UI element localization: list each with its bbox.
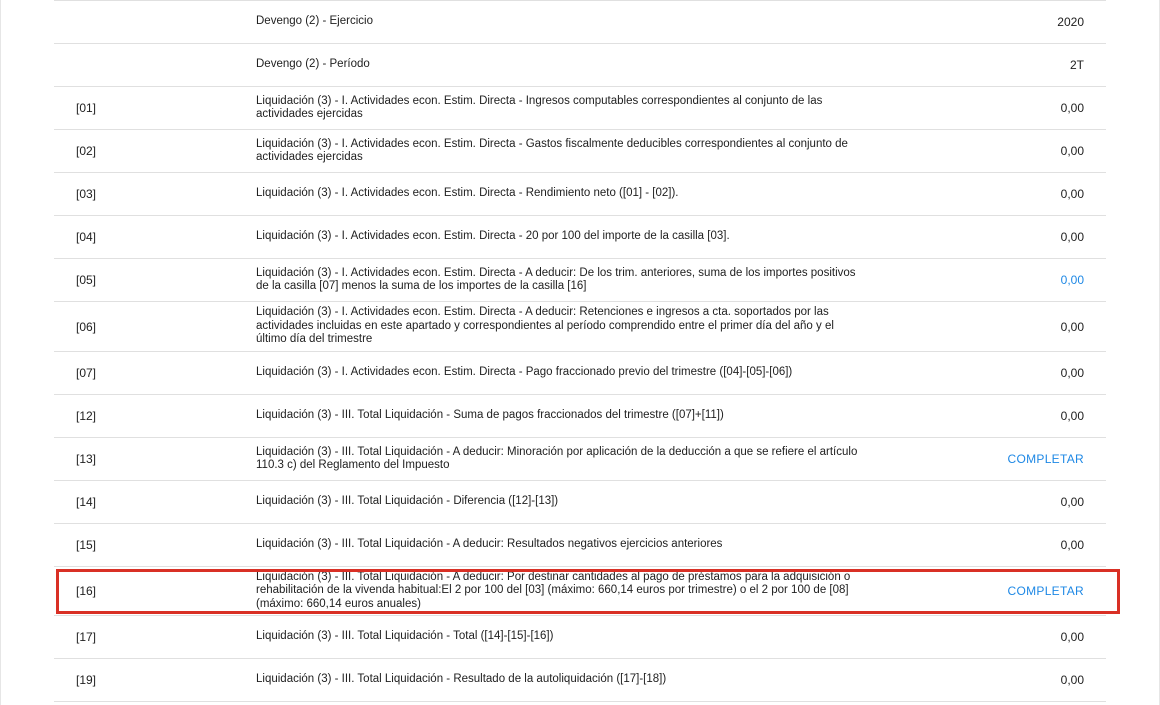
- row-code: [03]: [76, 187, 97, 201]
- row-description: Liquidación (3) - I. Actividades econ. Estim. Directa - Gastos fiscalmente deducibles correspondientes al conjunto de actividades ejercidas: [256, 137, 848, 163]
- row-description: Liquidación (3) - III. Total Liquidación - Total ([14]-[15]-[16]): [256, 630, 554, 643]
- table-row-19: [54, 659, 1106, 702]
- row-value: 0,00: [1060, 630, 1084, 644]
- row-code: [14]: [76, 495, 97, 509]
- row-value: 2T: [1069, 58, 1084, 72]
- row-code: [15]: [76, 538, 97, 552]
- row-description: Devengo (2) - Ejercicio: [256, 15, 373, 28]
- table-row-periodo: [54, 44, 1106, 87]
- row-description: Liquidación (3) - III. Total Liquidación - A deducir: Por destinar cantidades al pago de préstamos para la adquisición o rehabilitación de la vivenda habitual:El 2 por 100 del [03] (máximo: 660,14 euros por trimestre) o el 2 por 100 de [08] (máximo: 660,14 euros anuales): [256, 570, 851, 610]
- row-description: Liquidación (3) - I. Actividades econ. Estim. Directa - A deducir: De los trim. anteriores, suma de los importes positivos de la casilla [07] menos la suma de los importes de la casilla [16]: [256, 266, 856, 292]
- row-value: 0,00: [1060, 673, 1084, 687]
- table-row-17: [54, 616, 1106, 659]
- row-code: [05]: [76, 273, 97, 287]
- table-row-15: [54, 524, 1106, 567]
- row-description: Liquidación (3) - I. Actividades econ. Estim. Directa - A deducir: Retenciones e ingresos a cta. soportados por las actividades incluidas en este apartado y correspondientes al período comprendido entre el primer día del año y el último día del trimestre: [256, 306, 834, 346]
- row-description: Liquidación (3) - I. Actividades econ. Estim. Directa - 20 por 100 del importe de la casilla [03].: [256, 230, 730, 243]
- completar-button[interactable]: COMPLETAR: [1007, 584, 1084, 598]
- row-value: 0,00: [1060, 409, 1084, 423]
- row-description: Liquidación (3) - III. Total Liquidación - Diferencia ([12]-[13]): [256, 495, 559, 508]
- row-value: 0,00: [1060, 230, 1084, 244]
- row-description: Liquidación (3) - III. Total Liquidación - Suma de pagos fraccionados del trimestre ([07]+[11]): [256, 409, 724, 422]
- row-description: Liquidación (3) - III. Total Liquidación - Resultado de la autoliquidación ([17]-[18]): [256, 673, 667, 686]
- table-row-16: [54, 567, 1106, 616]
- row-value: 0,00: [1060, 144, 1084, 158]
- completar-button[interactable]: COMPLETAR: [1007, 452, 1084, 466]
- table-row-ejercicio: [54, 0, 1106, 44]
- row-code: [13]: [76, 452, 97, 466]
- table-row-12: [54, 395, 1106, 438]
- row-description: Liquidación (3) - III. Total Liquidación - A deducir: Minoración por aplicación de la deducción a que se refiere el artículo 110.3 c) del Reglamento del Impuesto: [256, 445, 858, 471]
- table-row-04: [54, 216, 1106, 259]
- row-code: [17]: [76, 630, 97, 644]
- row-description: Liquidación (3) - III. Total Liquidación - A deducir: Resultados negativos ejercicios anteriores: [256, 538, 723, 551]
- row-code: [02]: [76, 144, 97, 158]
- table-row-02: [54, 130, 1106, 173]
- row-value: 0,00: [1060, 101, 1084, 115]
- row-code: [01]: [76, 101, 97, 115]
- row-value-link[interactable]: 0,00: [1060, 273, 1084, 287]
- row-code: [12]: [76, 409, 97, 423]
- liquidation-table: [54, 0, 1106, 702]
- row-value: 0,00: [1060, 319, 1084, 334]
- row-code: [04]: [76, 230, 97, 244]
- row-description: Devengo (2) - Período: [256, 58, 370, 71]
- row-value: 0,00: [1060, 187, 1084, 201]
- row-code: [06]: [76, 319, 97, 334]
- row-value: 0,00: [1060, 538, 1084, 552]
- table-row-03: [54, 173, 1106, 216]
- table-row-01: [54, 87, 1106, 130]
- row-description: Liquidación (3) - I. Actividades econ. Estim. Directa - Pago fraccionado previo del trimestre ([04]-[05]-[06]): [256, 366, 793, 379]
- row-value: 2020: [1057, 15, 1084, 29]
- table-row-13: [54, 438, 1106, 481]
- table-row-06: [54, 302, 1106, 352]
- row-value: 0,00: [1060, 366, 1084, 380]
- row-description: Liquidación (3) - I. Actividades econ. Estim. Directa - Rendimiento neto ([01] - [02]).: [256, 187, 679, 200]
- row-value: 0,00: [1060, 495, 1084, 509]
- row-description: Liquidación (3) - I. Actividades econ. Estim. Directa - Ingresos computables correspondientes al conjunto de las actividades ejercidas: [256, 94, 823, 120]
- row-code: [16]: [76, 584, 97, 598]
- table-row-05: [54, 259, 1106, 302]
- table-row-14: [54, 481, 1106, 524]
- row-code: [07]: [76, 366, 97, 380]
- table-row-07: [54, 352, 1106, 395]
- row-code: [19]: [76, 673, 97, 687]
